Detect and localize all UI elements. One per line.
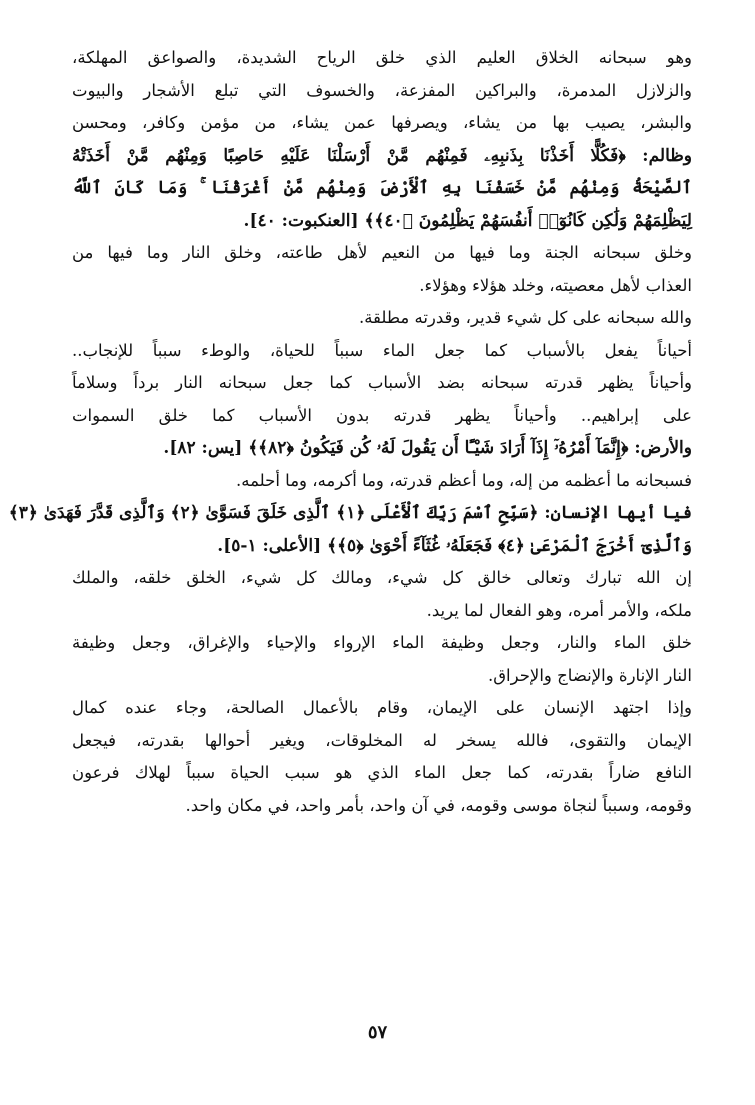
text-line: على إبراهيم.. وأحياناً يظهر قدرته بدون الأسباب كما خلق السموات: [72, 405, 692, 425]
text-line: العذاب لأهل معصيته، وخلد هؤلاء وهؤلاء.: [419, 275, 692, 295]
quran-verse-line: فيا أيها الإنسان: ﴿سَبِّحِ ٱسْمَ رَبِّكَ ٱلْأَعْلَى ﴿١﴾ ٱلَّذِى خَلَقَ فَسَوَّىٰ ﴿٢﴾ وَٱلَّذِى قَدَّرَ فَهَدَىٰ ﴿٣﴾: [8, 503, 692, 523]
quran-verse-line: والأرض: ﴿إِنَّمَآ أَمْرُهُۥٓ إِذَآ أَرَادَ شَيْـًٔا أَن يَقُولَ لَهُۥ كُن فَيَكُونُ ﴿٨٢﴾﴾ [يس: ٨٢].: [163, 438, 692, 458]
text-line: والبشر، يصيب بها من يشاء، ويصرفها عمن يشاء، من مؤمن وكافر، ومحسن: [72, 113, 692, 132]
quran-verse-line: ٱلصَّيْحَةُ وَمِنْهُم مَّنْ خَسَفْنَا بِهِ ٱلْأَرْضَ وَمِنْهُم مَّنْ أَغْرَقْنَا ۚ وَمَا كَانَ ٱللَّهُ: [72, 178, 692, 198]
text-line: خلق الماء والنار، وجعل وظيفة الماء الإرواء والإحياء والإغراق، وجعل وظيفة: [72, 633, 692, 652]
text-line: النافع ضاراً بقدرته، كما جعل الماء الذي هو سبب الحياة سبباً لهلاك فرعون: [72, 763, 692, 782]
text-line: وقومه، وسبباً لنجاة موسى وقومه، في آن واحد، بأمر واحد، في مكان واحد.: [185, 795, 692, 815]
text-line: أحياناً يفعل بالأسباب كما جعل الماء سبباً للحياة، والوطء سبباً للإنجاب..: [72, 340, 692, 360]
text-line: النار الإنارة والإنضاج والإحراق.: [488, 665, 692, 685]
text-line: إن الله تبارك وتعالى خالق كل شيء، ومالك كل شيء، الخلق خلقه، والملك: [72, 568, 692, 587]
quran-verse-line: وَٱلَّذِىٓ أَخْرَجَ ٱلْمَرْعَىٰ ﴿٤﴾ فَجَعَلَهُۥ غُثَآءً أَحْوَىٰ ﴿٥﴾﴾ [الأعلى: ١-٥].: [217, 535, 692, 556]
text-line: والزلازل المدمرة، والبراكين المفزعة، والخسوف التي تبلع الأشجار والبيوت: [72, 80, 692, 100]
text-line: الإيمان والتقوى، فالله يسخر له المخلوقات، ويغير أحوالها بقدرته، فيجعل: [72, 730, 692, 750]
text-line: ملكه، والأمر أمره، وهو الفعال لما يريد.: [426, 600, 692, 620]
text-line: فسبحانه ما أعظمه من إله، وما أعظم قدرته، وما أكرمه، وما أحلمه.: [236, 470, 692, 490]
text-line: وهو سبحانه الخلاق العليم الذي خلق الرياح الشديدة، والصواعق المهلكة،: [72, 48, 692, 67]
page-number: ٥٧: [367, 1022, 388, 1043]
page-body: [8, 42, 692, 822]
quran-verse-line: لِيَظْلِمَهُمْ وَلَٰكِن كَانُوٓا۟ أَنفُسَهُمْ يَظْلِمُونَ ﴿٤٠﴾﴾ [العنكبوت: ٤٠].: [243, 210, 692, 231]
text-line: والله سبحانه على كل شيء قدير، وقدرته مطلقة.: [358, 308, 692, 327]
text-line: وأحياناً يظهر قدرته سبحانه بضد الأسباب كما جعل سبحانه النار برداً وسلاماً: [72, 373, 692, 392]
text-line: وإذا اجتهد الإنسان على الإيمان، وقام بالأعمال الصالحة، وجاء عنده كمال: [72, 698, 692, 717]
quran-verse-line: وظالم: ﴿فَكُلًّا أَخَذْنَا بِذَنبِهِۦ فَمِنْهُم مَّنْ أَرْسَلْنَا عَلَيْهِ حَاصِبًا وَمِنْهُم مَّنْ أَخَذَتْهُ: [72, 145, 692, 166]
text-line: وخلق سبحانه الجنة وما فيها من النعيم لأهل طاعته، وخلق النار وما فيها من: [72, 243, 692, 262]
